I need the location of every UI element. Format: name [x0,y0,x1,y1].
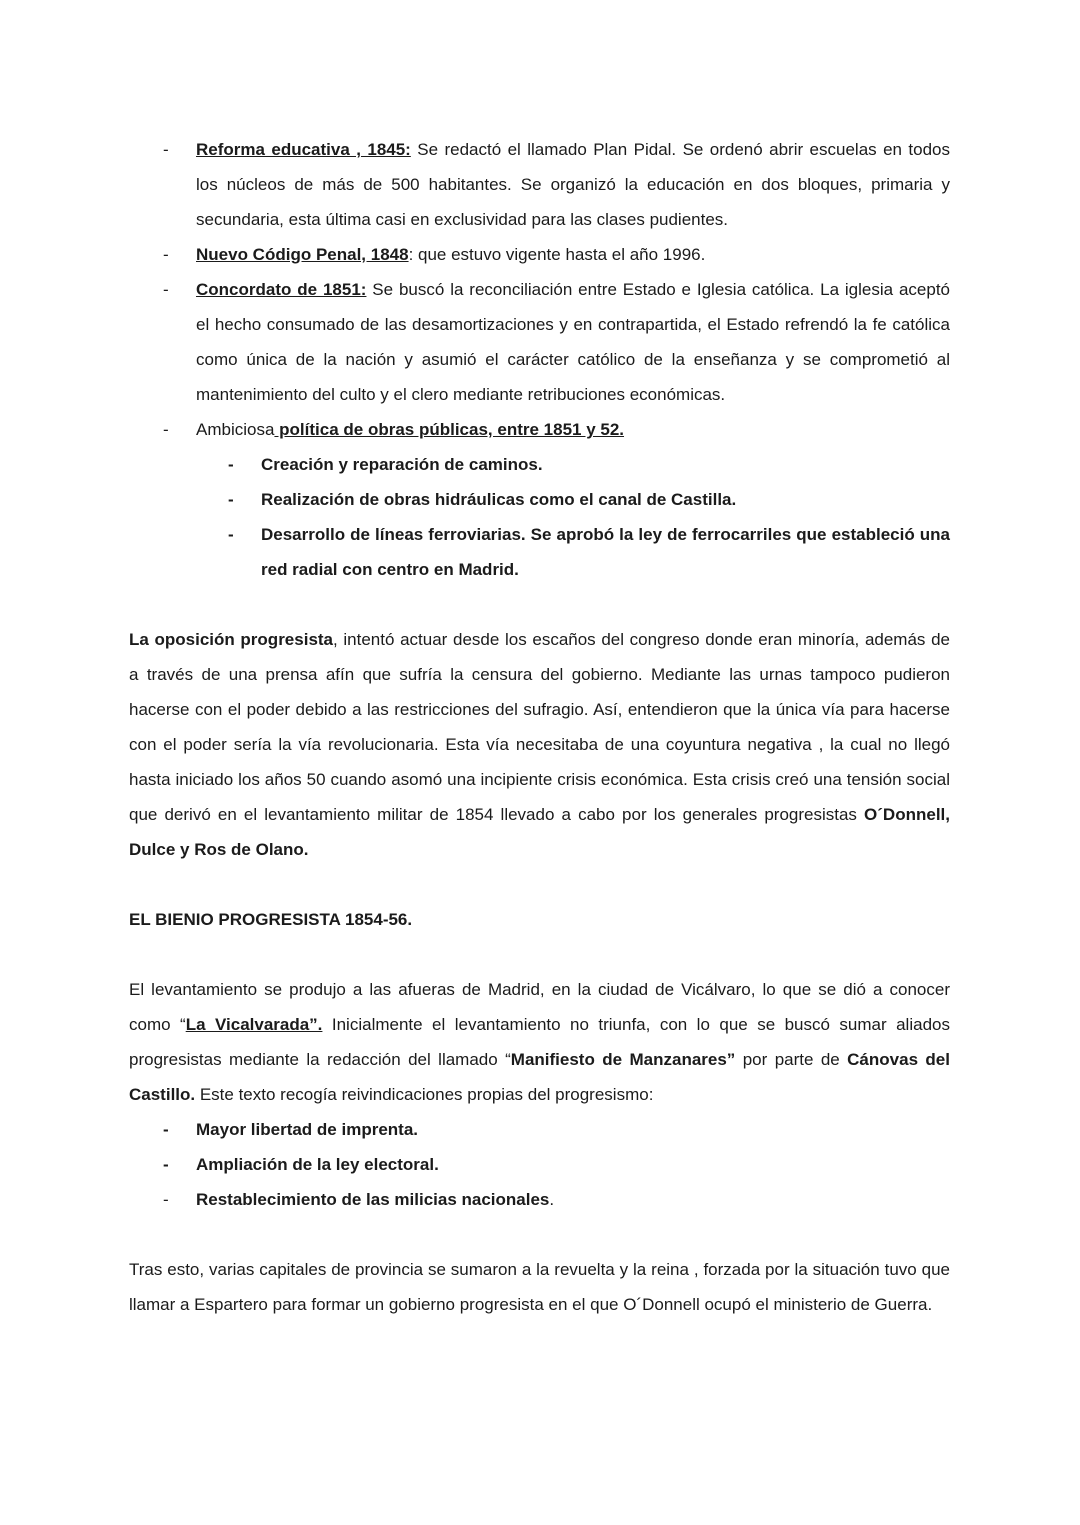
bullet-marker: - [163,1120,169,1139]
document-content [129,132,950,1322]
text-run: Ampliación de la ley electoral. [196,1155,439,1174]
bullet-item [129,237,950,272]
bullet-text [196,1147,950,1182]
text-run: política de obras públicas, entre 1851 y 52. [274,420,625,439]
text-run: Este texto recogía reivindicaciones propias del progresismo: [195,1085,654,1104]
bullet-item [129,517,950,587]
text-run: Se redactó el llamado Plan Pidal. Se ordenó abrir escuelas en todos los núcleos de más de 500 habitantes. Se organizó la educación en dos bloques, primaria y secundaria, esta última casi en exclusividad para las clases pudientes. [196,140,950,229]
text-run: Inicialmente el levantamiento no triunfa, con lo que se buscó sumar aliados progresistas mediante la redacción del llamado “ [129,1015,950,1069]
bullet-marker: - [163,1190,169,1209]
text-run: El levantamiento se produjo a las afueras de Madrid, en la ciudad de Vicálvaro, lo que se dió a conocer como “ [129,980,950,1034]
bullet-text [196,1182,950,1217]
text-run: Desarrollo de líneas ferroviarias. Se aprobó la ley de ferrocarriles que estableció una red radial con centro en Madrid. [261,525,950,579]
paragraph [129,622,950,867]
section-heading [129,902,950,937]
text-run: por parte de [735,1050,848,1069]
text-run: Se buscó la reconciliación entre Estado e Iglesia católica. La iglesia aceptó el hecho consumado de las desamortizaciones y en contrapartida, el Estado refrendó la fe católica como única de la nación y asumió el carácter católico de la enseñanza y se comprometió al mantenimiento del culto y el clero mediante retribuciones económicas. [196,280,950,404]
text-run: Mayor libertad de imprenta. [196,1120,418,1139]
bullet-item [129,132,950,237]
bullet-text [196,412,950,447]
bullet-marker: - [163,1155,169,1174]
bullet-item [129,1112,950,1147]
bullet-item [129,447,950,482]
text-run: Nuevo Código Penal, 1848 [196,245,409,264]
bullet-marker: - [163,280,169,299]
text-run: O´Donnell, Dulce y Ros de Olano. [129,805,950,859]
text-run: Realización de obras hidráulicas como el canal de Castilla. [261,490,737,509]
text-run: La Vicalvarada”. [185,1015,323,1034]
bullet-text [196,272,950,412]
bullet-item [129,1147,950,1182]
text-run: Cánovas del Castillo. [129,1050,950,1104]
bullet-item [129,412,950,447]
text-run: . [549,1190,555,1209]
bullet-text [261,517,950,587]
paragraph [129,972,950,1112]
text-run: EL BIENIO PROGRESISTA 1854-56. [129,910,413,929]
bullet-item [129,272,950,412]
bullet-marker: - [228,455,234,474]
text-run: La oposición progresista [129,630,334,649]
text-run: Tras esto, varias capitales de provincia se sumaron a la revuelta y la reina , forzada por la situación tuvo que llamar a Espartero para formar un gobierno progresista en el que O´Donnell ocupó el ministerio de Guerra. [129,1260,950,1314]
bullet-marker: - [163,245,169,264]
bullet-marker: - [163,420,169,439]
text-run: Ambiciosa [196,420,275,439]
bullet-text [261,447,950,482]
bullet-text [196,237,950,272]
text-run: Concordato de 1851: [196,280,367,299]
text-run: Restablecimiento de las milicias nacionales [196,1190,550,1209]
paragraph [129,1252,950,1322]
bullet-marker: - [163,140,169,159]
bullet-text [196,1112,950,1147]
bullet-text [196,132,950,237]
bullet-marker: - [228,525,234,544]
text-run: , intentó actuar desde los escaños del congreso donde eran minoría, además de a través de una prensa afín que sufría la censura del gobierno. Mediante las urnas tampoco pudieron hacerse con el poder debido a las restricciones del sufragio. Así, entendieron que la única vía para hacerse con el poder sería la vía revolucionaria. Esta vía necesitaba de una coyuntura negativa , la cual no llegó hasta iniciado los años 50 cuando asomó una incipiente crisis económica. Esta crisis creó una tensión social que derivó en el levantamiento militar de 1854 llevado a cabo por los generales progresistas [129,630,950,824]
bullet-text [261,482,950,517]
bullet-marker: - [228,490,234,509]
bullet-item [129,1182,950,1217]
text-run: Creación y reparación de caminos. [261,455,543,474]
text-run: Reforma educativa , 1845: [196,140,411,159]
text-run: Manifiesto de Manzanares” [510,1050,736,1069]
bullet-item [129,482,950,517]
text-run: : que estuvo vigente hasta el año 1996. [408,245,706,264]
